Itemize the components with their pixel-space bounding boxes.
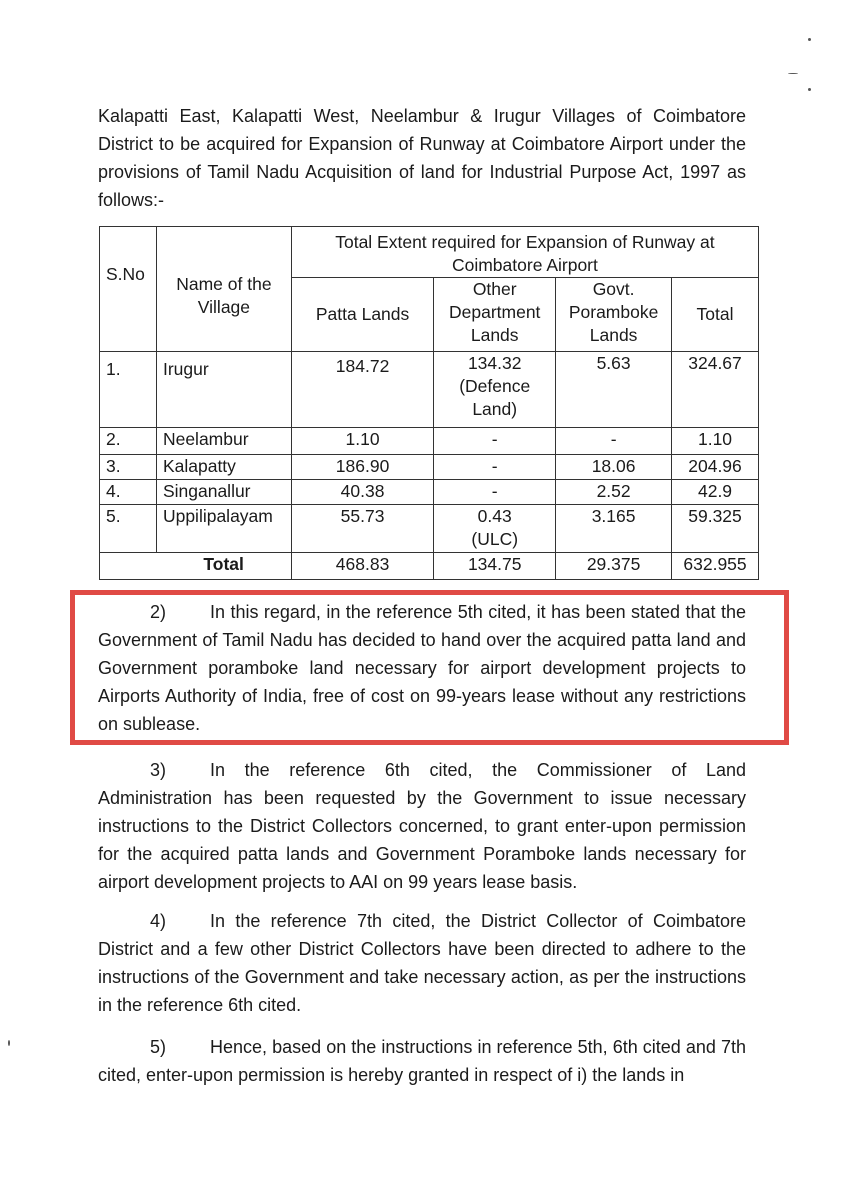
table-row	[100, 480, 759, 505]
header-total: Total	[672, 278, 759, 352]
scan-speck	[808, 38, 811, 41]
header-total-extent: Total Extent required for Expansion of Runway at Coimbatore Airport	[291, 227, 758, 278]
table-row	[100, 455, 759, 480]
cell-total: 1.10	[672, 428, 759, 455]
cell-village: Neelambur	[156, 428, 291, 455]
table-row	[100, 352, 759, 428]
table-total-row	[100, 553, 759, 580]
paragraph-number: 2)	[150, 602, 167, 622]
cell-govt: 2.52	[556, 480, 672, 505]
cell-sno: 1.	[100, 352, 157, 428]
cell-village: Irugur	[156, 352, 291, 428]
cell-patta: 186.90	[291, 455, 433, 480]
cell-total: 324.67	[672, 352, 759, 428]
header-village: Name of the Village	[156, 227, 291, 352]
scan-speck	[808, 88, 811, 91]
cell-govt: 3.165	[556, 505, 672, 553]
paragraph-3	[98, 756, 746, 896]
cell-total: 59.325	[672, 505, 759, 553]
cell-patta: 40.38	[291, 480, 433, 505]
cell-village: Uppilipalayam	[156, 505, 291, 553]
cell-other: -	[434, 455, 556, 480]
cell-sno: 4.	[100, 480, 157, 505]
paragraph-text: Hence, based on the instructions in reference 5th, 6th cited and 7th cited, enter-upon permission is hereby granted in respect of i) the lands in	[98, 1037, 746, 1085]
cell-other: 0.43 (ULC)	[434, 505, 556, 553]
cell-other: -	[434, 428, 556, 455]
cell-other: 134.32 (Defence Land)	[434, 352, 556, 428]
cell-other: -	[434, 480, 556, 505]
scan-speck	[788, 73, 798, 74]
cell-total-patta: 468.83	[291, 553, 433, 580]
cell-sno: 2.	[100, 428, 157, 455]
table-row	[100, 428, 759, 455]
paragraph-text: In this regard, in the reference 5th cited, it has been stated that the Government of Tamil Nadu has decided to hand over the acquired patta land and Government poramboke land necessary for airport development projects to Airports Authority of India, free of cost on 99-years lease without any restrictions on sublease.	[98, 602, 746, 734]
paragraph-4	[98, 907, 746, 1019]
scan-speck	[8, 1040, 10, 1046]
cell-blank	[100, 553, 157, 580]
table-row	[100, 505, 759, 553]
cell-total: 204.96	[672, 455, 759, 480]
header-sno: S.No	[100, 227, 157, 352]
paragraph-number: 4)	[150, 911, 167, 931]
paragraph-2	[98, 598, 746, 738]
cell-village: Singanallur	[156, 480, 291, 505]
cell-sno: 3.	[100, 455, 157, 480]
cell-govt: -	[556, 428, 672, 455]
cell-total-govt: 29.375	[556, 553, 672, 580]
paragraph-text: In the reference 7th cited, the District Collector of Coimbatore District and a few other District Collectors have been directed to adhere to the instructions of the Government and take necessary action, as per the instructions in the reference 6th cited.	[98, 911, 746, 1015]
paragraph-5	[98, 1033, 746, 1089]
cell-total-other: 134.75	[434, 553, 556, 580]
cell-patta: 184.72	[291, 352, 433, 428]
paragraph-number: 5)	[150, 1037, 167, 1057]
cell-sno: 5.	[100, 505, 157, 553]
cell-village: Kalapatty	[156, 455, 291, 480]
cell-govt: 18.06	[556, 455, 672, 480]
paragraph-text: In the reference 6th cited, the Commissioner of Land Administration has been requested by the Government to issue necessary instructions to the District Collectors concerned, to grant enter-upon permission for the acquired patta lands and Government Poramboke lands necessary for airport development projects to AAI on 99 years lease basis.	[98, 760, 746, 892]
header-govt-poramboke: Govt. Poramboke Lands	[556, 278, 672, 352]
intro-paragraph: Kalapatti East, Kalapatti West, Neelambur & Irugur Villages of Coimbatore District to be acquired for Expansion of Runway at Coimbatore Airport under the provisions of Tamil Nadu Acquisition of land for Industrial Purpose Act, 1997 as follows:-	[98, 106, 746, 210]
cell-patta: 55.73	[291, 505, 433, 553]
cell-total: 42.9	[672, 480, 759, 505]
cell-grand-total: 632.955	[672, 553, 759, 580]
paragraph-number: 3)	[150, 760, 167, 780]
land-extent-table	[99, 226, 759, 580]
cell-total-label: Total	[156, 553, 291, 580]
header-patta-lands: Patta Lands	[291, 278, 433, 352]
cell-govt: 5.63	[556, 352, 672, 428]
header-other-dept-lands: Other Department Lands	[434, 278, 556, 352]
cell-patta: 1.10	[291, 428, 433, 455]
